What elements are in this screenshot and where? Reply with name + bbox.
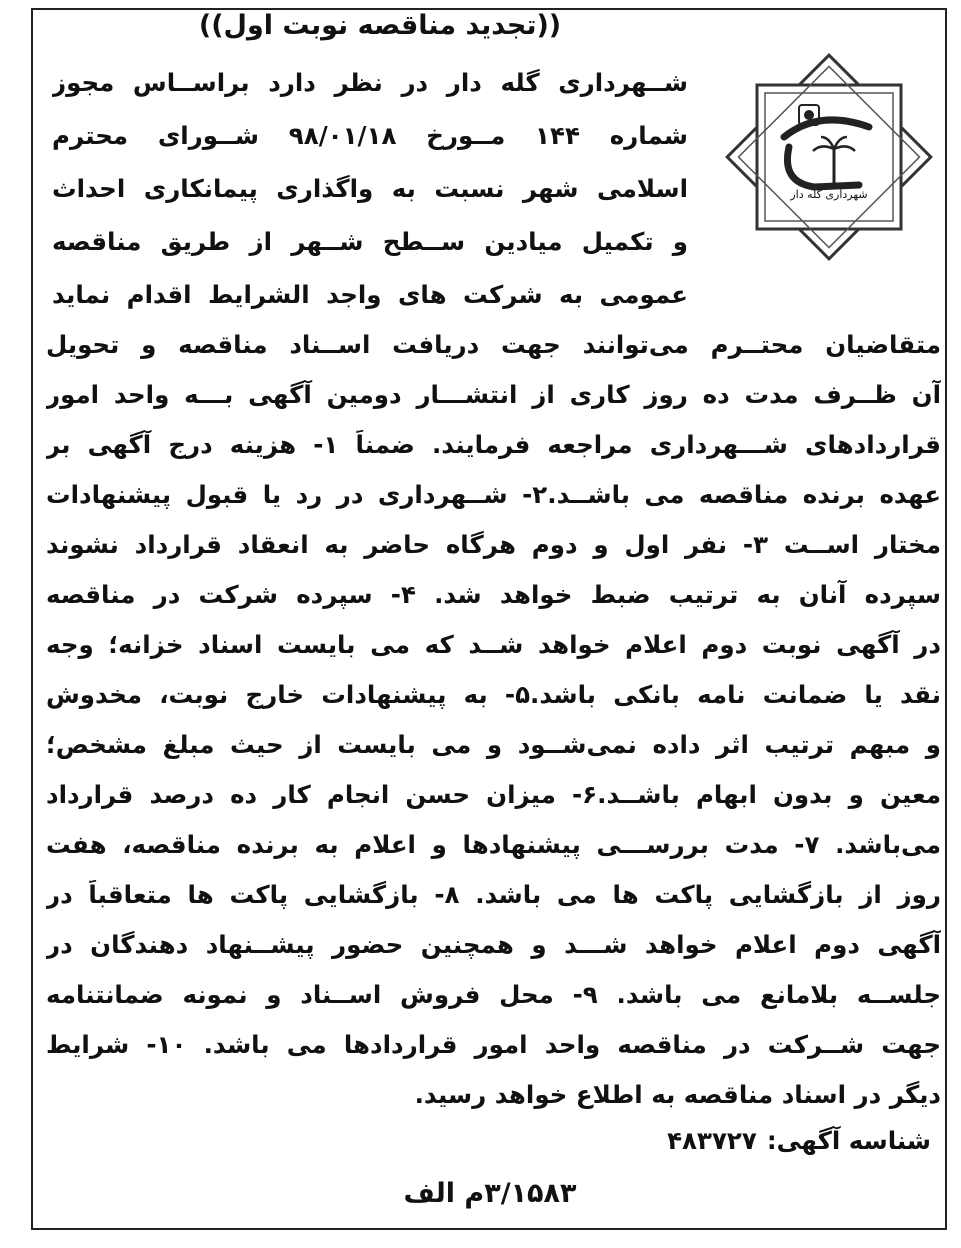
body-line: نقد یا ضمانت نامه بانکی باشد.۵- به پیشنهادات خارج نوبت، مخدوش (46, 680, 941, 709)
ad-id-value: ۴۸۳۷۲۷ (667, 1126, 757, 1155)
logo-caption: شهرداری گله دار (790, 188, 868, 201)
ad-id-label: شناسه آگهی: (766, 1126, 931, 1155)
body-line: می‌باشد. ۷- مدت بررســـی پیشنهادها و اعلام به برنده مناقصه، هفت (46, 830, 941, 859)
municipality-logo (718, 46, 940, 268)
intro-line: شماره ۱۴۴ مــورخ ۹۸/۰۱/۱۸ شــورای محترم (52, 121, 688, 150)
intro-line: و تکمیل میادین ســطح شــهر از طریق مناقصه (52, 227, 688, 256)
intro-line: عمومی به شرکت های واجد الشرایط اقدام نماید (52, 280, 688, 309)
body-line: دیگر در اسناد مناقصه به اطلاع خواهد رسید. (414, 1080, 941, 1109)
body-line: روز از بازگشایی پاکت ها می باشد. ۸- بازگشایی پاکت ها متعاقباً در (46, 880, 941, 909)
reference-code: ۳/۱۵۸۳م الف (403, 1178, 577, 1209)
body-line: متقاضیان محتــرم می‌توانند جهت دریافت اســناد مناقصه و تحویل (46, 330, 941, 359)
body-line: جهت شــرکت در مناقصه واحد امور قراردادها می باشد. ۱۰- شرایط (46, 1030, 941, 1059)
body-line: و مبهم ترتیب اثر داده نمی‌شــود و می بایست از حیث مبلغ مشخص؛ (46, 730, 941, 759)
body-line: سپرده آنان به ترتیب ضبط خواهد شد. ۴- سپرده شرکت در مناقصه (46, 580, 941, 609)
logo-emblem-icon (718, 46, 940, 268)
body-line: در آگهی نوبت دوم اعلام خواهد شــد که می بایست اسناد خزانه؛ وجه (46, 630, 941, 659)
ad-identifier (541, 1126, 941, 1155)
body-line: معین و بدون ابهام باشــد.۶- میزان حسن انجام کار ده درصد قرارداد (46, 780, 941, 809)
body-line: جلســه بلامانع می باشد. ۹- محل فروش اســناد و نمونه ضمانتنامه (46, 980, 941, 1009)
notice-title: ((تجدید مناقصه نوبت اول)) (198, 10, 562, 41)
body-line: آن ظــرف مدت ده روز کاری از انتشـــار دومین آگهی بـــه واحد امور (46, 380, 941, 409)
intro-line: شــهرداری گله دار در نظر دارد براســاس مجوز (52, 68, 688, 97)
body-line: آگهی دوم اعلام خواهد شـــد و همچنین حضور پیشــنهاد دهندگان در (46, 930, 941, 959)
body-line: عهده برنده مناقصه می باشــد.۲- شــهرداری در رد یا قبول پیشنهادات (46, 480, 941, 509)
intro-line: اسلامی شهر نسبت به واگذاری پیمانکاری احداث (52, 174, 688, 203)
body-line: مختار اســت ۳- نفر اول و دوم هرگاه حاضر به انعقاد قرارداد نشوند (46, 530, 941, 559)
body-line: قراردادهای شـــهرداری مراجعه فرمایند. ضمناً ۱- هزینه درج آگهی بر (46, 430, 941, 459)
